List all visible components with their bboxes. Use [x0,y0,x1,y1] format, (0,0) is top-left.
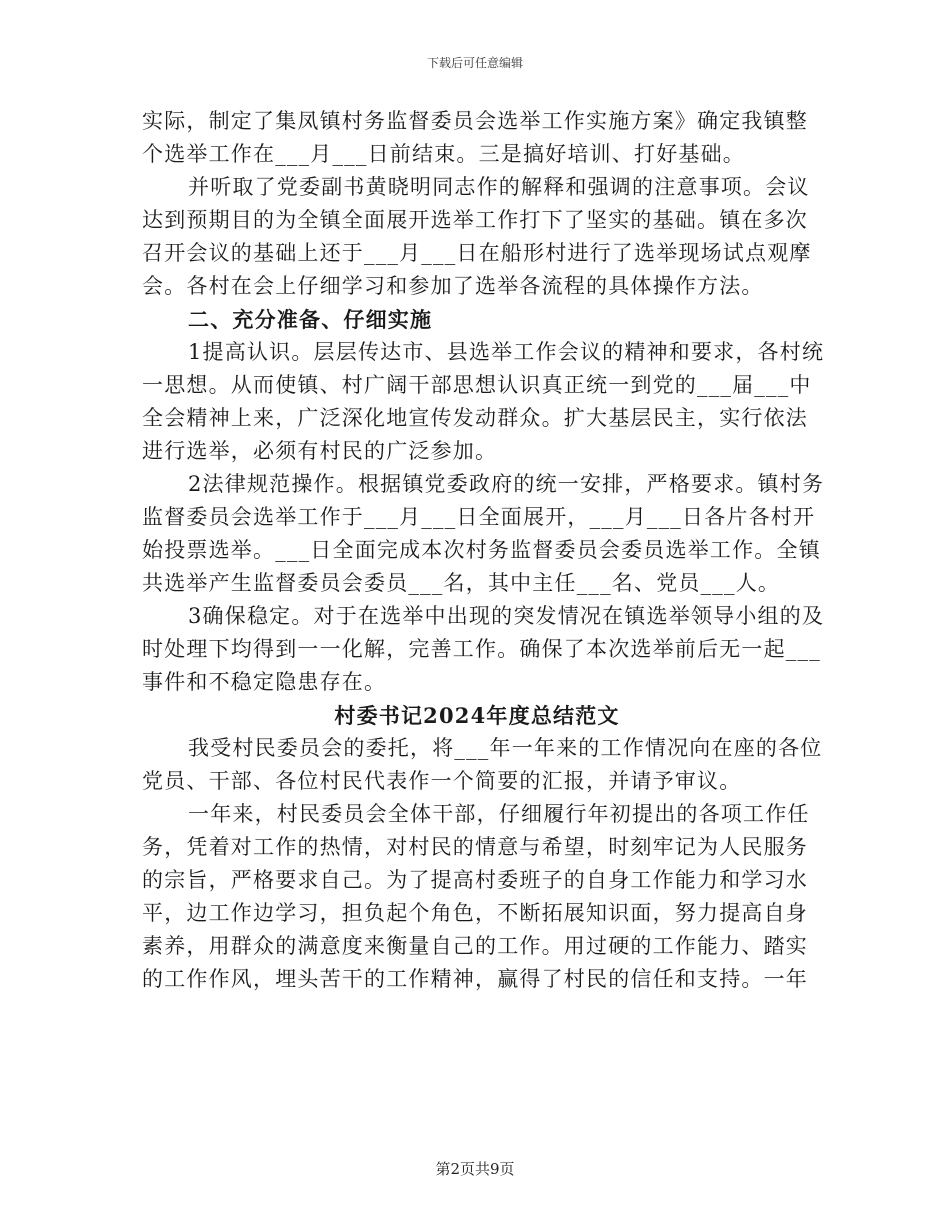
paragraph-line: 党员、干部、各位村民代表作一个简要的汇报，并请予审议。 [142,769,742,793]
page-number: 第2页共9页 [435,1160,515,1178]
paragraph-line: 实际，制定了集凤镇村务监督委员会选举工作实施方案》确定我镇整 [142,109,808,133]
paragraph-line: 时处理下均得到一一化解，完善工作。确保了本次选举前后无一起___ [142,637,821,661]
paragraph-line: 进行选举，必须有村民的广泛参加。 [142,439,498,463]
paragraph-line: 达到预期目的为全镇全面展开选举工作打下了坚实的基础。镇在多次 [142,208,808,232]
paragraph-line: 务，凭着对工作的热情，对村民的情意与希望，时刻牢记为人民服务 [142,835,808,859]
paragraph-line: 素养，用群众的满意度来衡量自己的工作。用过硬的工作能力、踏实 [142,934,808,958]
paragraph-line: 平，边工作边学习，担负起个角色，不断拓展知识面，努力提高自身 [142,901,808,925]
paragraph-line: 2法律规范操作。根据镇党委政府的统一安排，严格要求。镇村务 [188,472,825,496]
paragraph-line: 并听取了党委副书黄晓明同志作的解释和强调的注意事项。会议 [188,175,810,199]
document-body [142,105,825,996]
paragraph-line: 我受村民委员会的委托，将___年一年来的工作情况向在座的各位 [188,736,823,760]
paragraph-line: 的宗旨，严格要求自己。为了提高村委班子的自身工作能力和学习水 [142,868,808,892]
paragraph-line: 会。各村在会上仔细学习和参加了选举各流程的具体操作方法。 [142,274,764,298]
paragraph-line: 全会精神上来，广泛深化地宣传发动群众。扩大基层民主，实行依法 [142,406,808,430]
paragraph-line: 监督委员会选举工作于___月___日全面展开，___月___日各片各村开 [142,505,816,529]
paragraph-line: 始投票选举。___日全面完成本次村务监督委员会委员选举工作。全镇 [142,538,821,562]
paragraph-line: 共选举产生监督委员会委员___名，其中主任___名、党员___人。 [142,571,781,595]
section-heading: 二、充分准备、仔细实施 [188,307,433,332]
paragraph-line: 1提高认识。层层传达市、县选举工作会议的精神和要求，各村统 [188,340,825,364]
paragraph-line: 的工作作风，埋头苦干的工作精神，赢得了村民的信任和支持。一年 [142,967,808,991]
paragraph-line: 召开会议的基础上还于___月___日在船形村进行了选举现场试点观摩 [142,241,812,265]
paragraph-line: 一年来，村民委员会全体干部，仔细履行年初提出的各项工作任 [188,802,810,826]
paragraph-line: 一思想。从而使镇、村广阔干部思想认识真正统一到党的___届___中 [142,373,812,397]
paragraph-line: 事件和不稳定隐患存在。 [142,670,387,694]
paragraph-line: 3确保稳定。对于在选举中出现的突发情况在镇选举领导小组的及 [188,604,825,628]
paragraph-line: 个选举工作在___月___日前结束。三是搞好培训、打好基础。 [142,142,745,166]
document-title: 村委书记2024年度总结范文 [334,703,620,728]
header-note: 下载后可任意编辑 [426,56,523,70]
